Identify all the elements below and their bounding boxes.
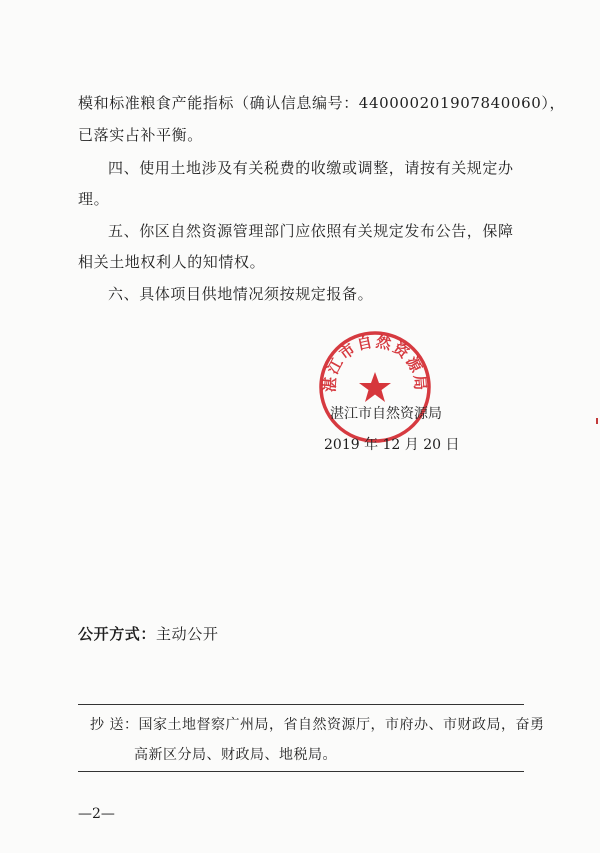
signature-org: 湛江市自然资源局 [330,406,442,422]
body-line-4: 理。 [78,190,110,208]
cc-recipients-1: 国家土地督察广州局，省自然资源厅，市府办、市财政局，奋勇 [138,717,545,733]
seal-star-icon [359,372,391,402]
official-seal [318,330,432,444]
cc-label: 抄 送： [90,717,139,733]
page-number: —2— [78,806,115,822]
cc-line-1 [90,714,544,734]
body-line-6: 相关土地权利人的知情权。 [78,253,266,271]
disclosure-value: 主动公开 [156,625,219,643]
body-line-7: 六、具体项目供地情况须按规定报备。 [108,285,374,303]
cc-bottom-rule [78,771,524,772]
cc-top-rule [78,704,524,705]
disclosure-label: 公开方式： [78,625,157,643]
body-line-3: 四、使用土地涉及有关税费的收缴或调整，请按有关规定办 [108,159,514,177]
cc-recipients-2: 高新区分局、财政局、地税局。 [134,747,337,763]
body-line-1: 模和标准粮食产能指标（确认信息编号：440000201907840060）， [78,94,566,112]
svg-text:湛江市自然资源局: 湛江市自然资源局 [320,332,430,393]
disclosure [78,623,218,644]
signature-date: 2019 年 12 月 20 日 [324,437,460,453]
body-line-2: 已落实占补平衡。 [78,126,203,144]
body-line-5: 五、你区自然资源管理部门应依照有关规定发布公告，保障 [108,222,514,240]
red-mark [596,418,598,424]
